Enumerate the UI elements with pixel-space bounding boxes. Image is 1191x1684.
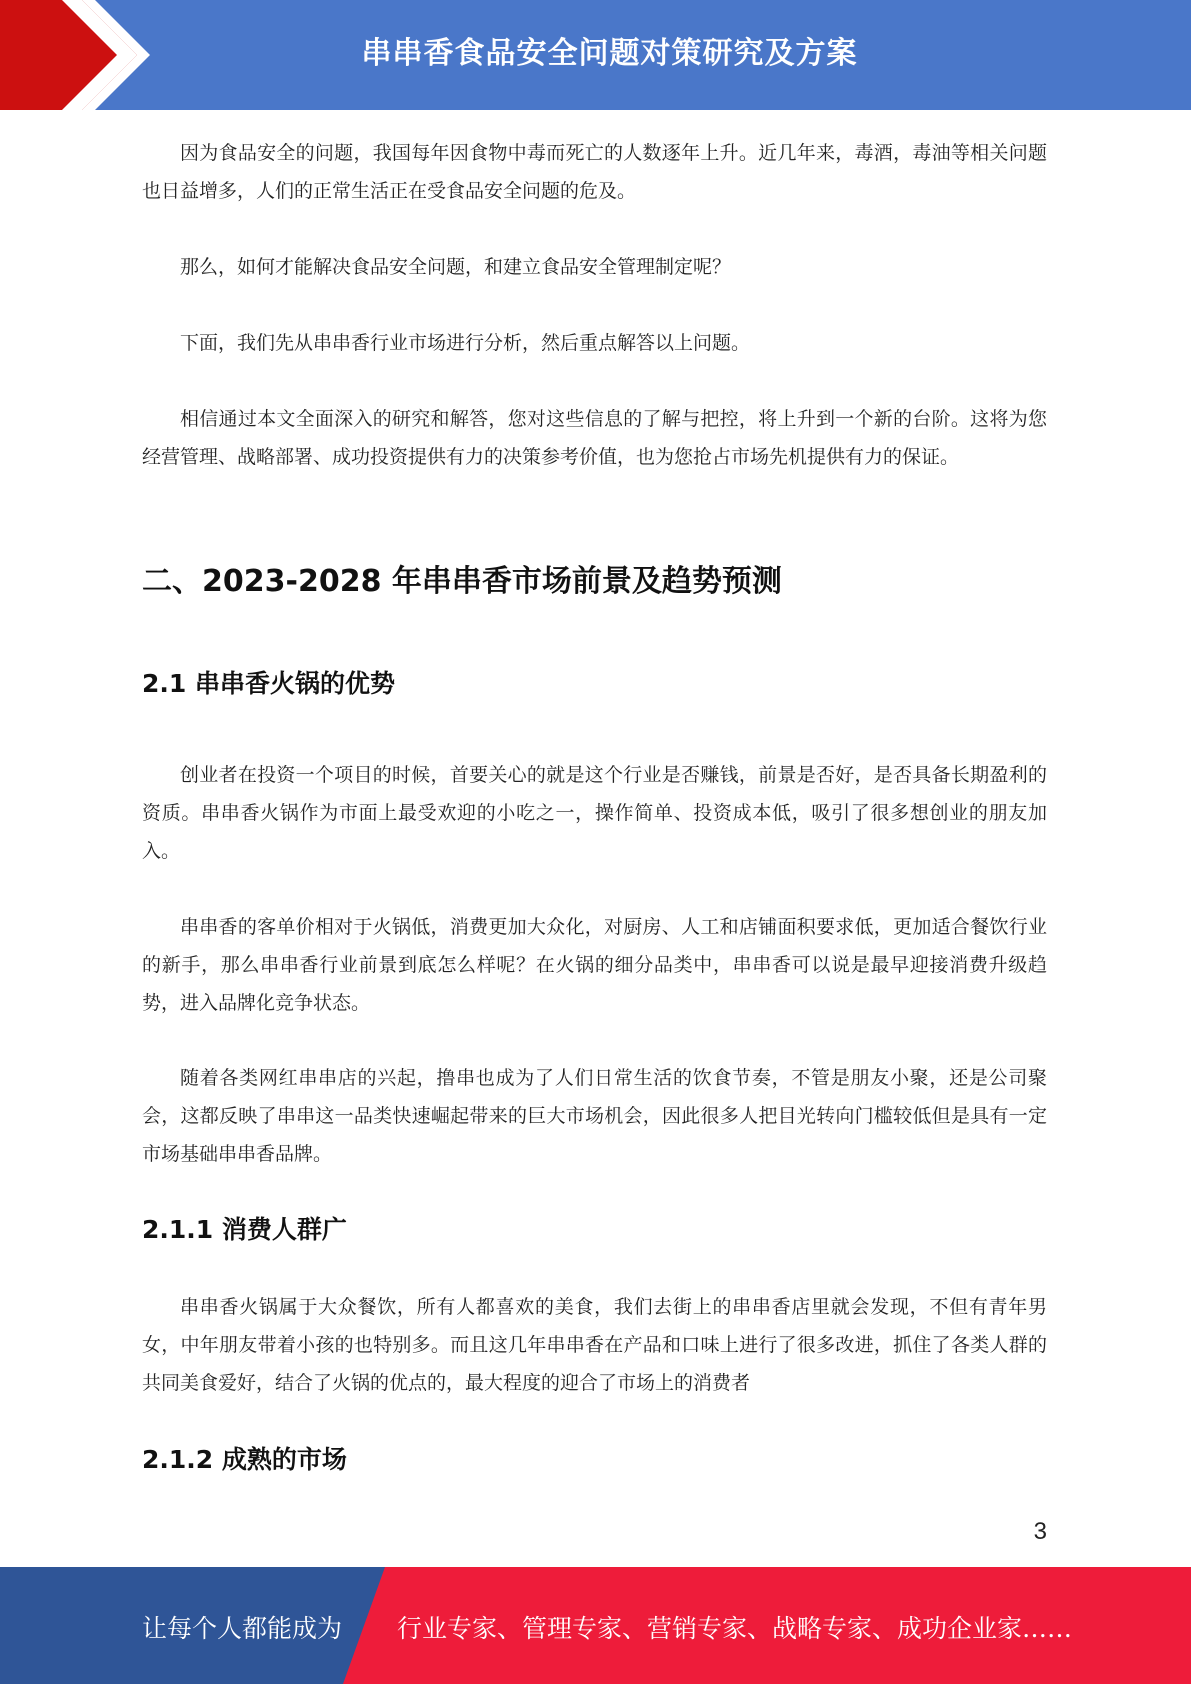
paragraph: 下面，我们先从串串香行业市场进行分析，然后重点解答以上问题。 bbox=[180, 332, 751, 354]
paragraph: 随着各类网红串串店的兴起，撸串也成为了人们日常生活的饮食节奏，不管是朋友小聚，还是公司聚会，这都反映了串串这一品类快速崛起带来的巨大市场机会，因此很多人把目光转向门槛较低但是具有一定市场基础串串香品牌。 bbox=[142, 1067, 1047, 1165]
subsection-heading: 2.1 串串香火锅的优势 bbox=[142, 669, 395, 698]
sub1-paragraph-1-wrap bbox=[142, 756, 1047, 870]
intro-paragraph-2-wrap bbox=[142, 248, 1047, 286]
sub2-paragraph-wrap bbox=[142, 1288, 1047, 1402]
subsection-heading: 2.1.1 消费人群广 bbox=[142, 1215, 347, 1244]
footer-slogan-right: 行业专家、管理专家、营销专家、战略专家、成功企业家…… bbox=[397, 1614, 1073, 1643]
intro-paragraph-3-wrap bbox=[142, 324, 1047, 362]
sub1-paragraph-3-wrap bbox=[142, 1059, 1047, 1173]
intro-paragraph-4-wrap bbox=[142, 400, 1047, 476]
intro-section bbox=[142, 134, 1047, 210]
sub1-paragraph-2-wrap bbox=[142, 908, 1047, 1022]
subsection-heading: 2.1.2 成熟的市场 bbox=[142, 1445, 347, 1474]
page-header bbox=[0, 0, 1191, 110]
paragraph: 创业者在投资一个项目的时候，首要关心的就是这个行业是否赚钱，前景是否好，是否具备长期盈利的资质。串串香火锅作为市面上最受欢迎的小吃之一，操作简单、投资成本低，吸引了很多想创业的朋友加入。 bbox=[142, 764, 1047, 862]
header-title: 串串香食品安全问题对策研究及方案 bbox=[361, 36, 858, 71]
section-heading: 二、2023-2028 年串串香市场前景及趋势预测 bbox=[142, 564, 782, 599]
footer-slogan-left: 让每个人都能成为 bbox=[142, 1614, 343, 1643]
page-number: 3 bbox=[1033, 1518, 1047, 1545]
paragraph: 串串香火锅属于大众餐饮，所有人都喜欢的美食，我们去街上的串串香店里就会发现，不但有青年男女，中年朋友带着小孩的也特别多。而且这几年串串香在产品和口味上进行了很多改进，抓住了各类人群的共同美食爱好，结合了火锅的优点的，最大程度的迎合了市场上的消费者 bbox=[142, 1296, 1047, 1394]
paragraph: 因为食品安全的问题，我国每年因食物中毒而死亡的人数逐年上升。近几年来，毒酒，毒油等相关问题也日益增多，人们的正常生活正在受食品安全问题的危及。 bbox=[142, 142, 1047, 202]
paragraph: 那么，如何才能解决食品安全问题，和建立食品安全管理制定呢？ bbox=[180, 256, 732, 278]
paragraph: 相信通过本文全面深入的研究和解答，您对这些信息的了解与把控，将上升到一个新的台阶。这将为您经营管理、战略部署、成功投资提供有力的决策参考价值，也为您抢占市场先机提供有力的保证。 bbox=[142, 408, 1047, 468]
paragraph: 串串香的客单价相对于火锅低，消费更加大众化，对厨房、人工和店铺面积要求低，更加适合餐饮行业的新手，那么串串香行业前景到底怎么样呢？在火锅的细分品类中，串串香可以说是最早迎接消费升级趋势，进入品牌化竞争状态。 bbox=[142, 916, 1047, 1014]
page-footer bbox=[0, 1567, 1191, 1684]
